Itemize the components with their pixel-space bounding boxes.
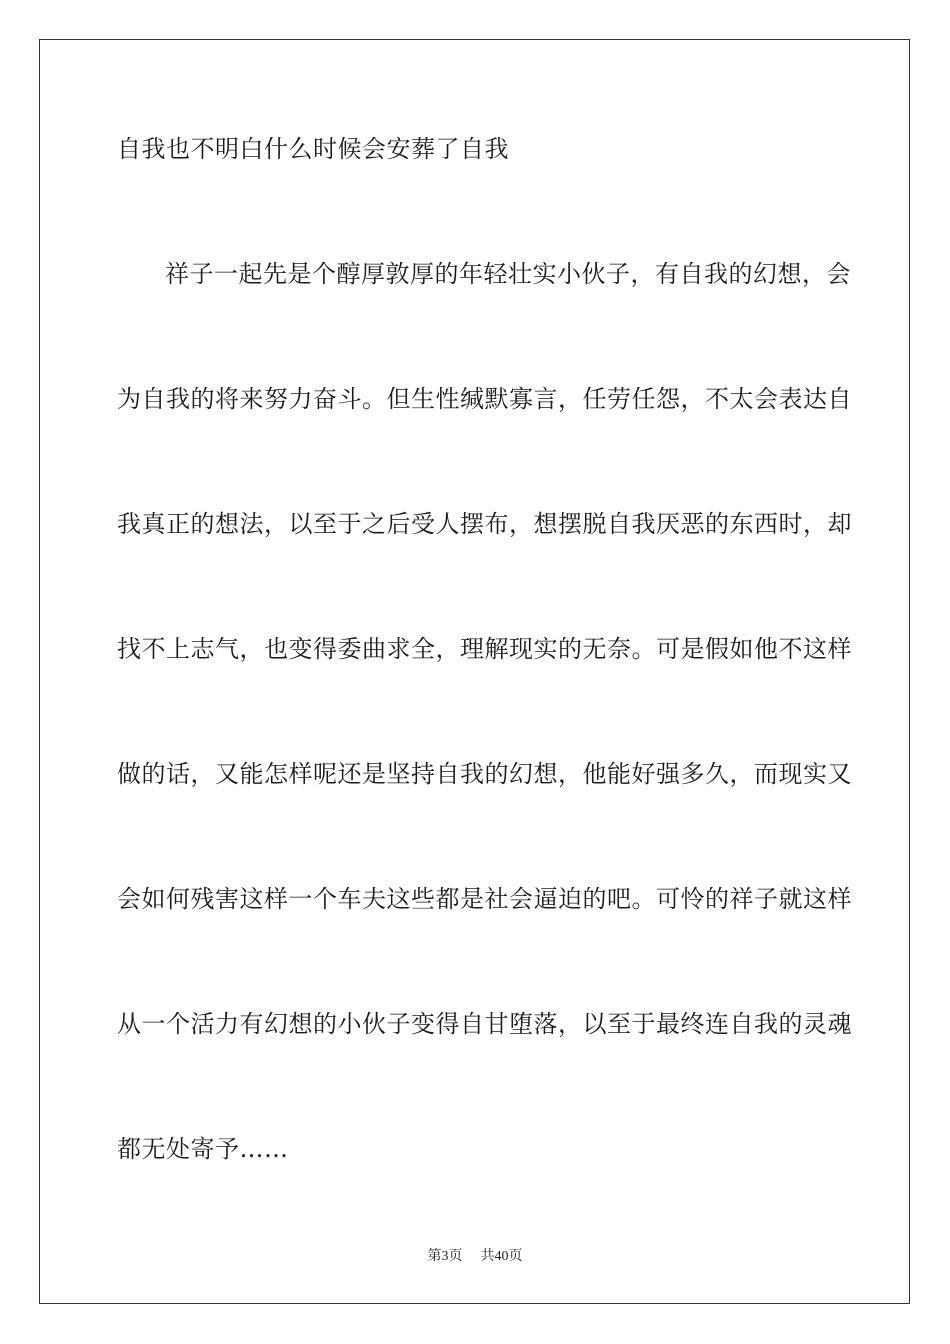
text-line-5: 找不上志气，也变得委曲求全，理解现实的无奈。可是假如他不这样 [117, 635, 852, 663]
text-line-6: 做的话，又能怎样呢还是坚持自我的幻想，他能好强多久，而现实又 [117, 760, 852, 788]
text-line-3: 为自我的将来努力奋斗。但生性缄默寡言，任劳任怨，不太会表达自 [117, 385, 852, 413]
text-line-7: 会如何残害这样一个车夫这些都是社会逼迫的吧。可怜的祥子就这样 [117, 885, 852, 913]
paragraph-first-line: 祥子一起先是个醇厚敦厚的年轻壮实小伙子，有自我的幻想，会 [165, 260, 851, 288]
text-line-4: 我真正的想法，以至于之后受人摆布，想摆脱自我厌恶的东西时，却 [117, 510, 852, 538]
page-total: 共40页 [480, 1249, 523, 1264]
text-line-8: 从一个活力有幻想的小伙子变得自甘堕落，以至于最终连自我的灵魂 [117, 1010, 852, 1038]
page-footer [0, 1248, 950, 1266]
page-number: 第3页 [427, 1249, 463, 1264]
text-line-1: 自我也不明白什么时候会安葬了自我 [117, 135, 509, 163]
text-line-9: 都无处寄予…… [117, 1135, 289, 1163]
page-border [39, 39, 910, 1304]
